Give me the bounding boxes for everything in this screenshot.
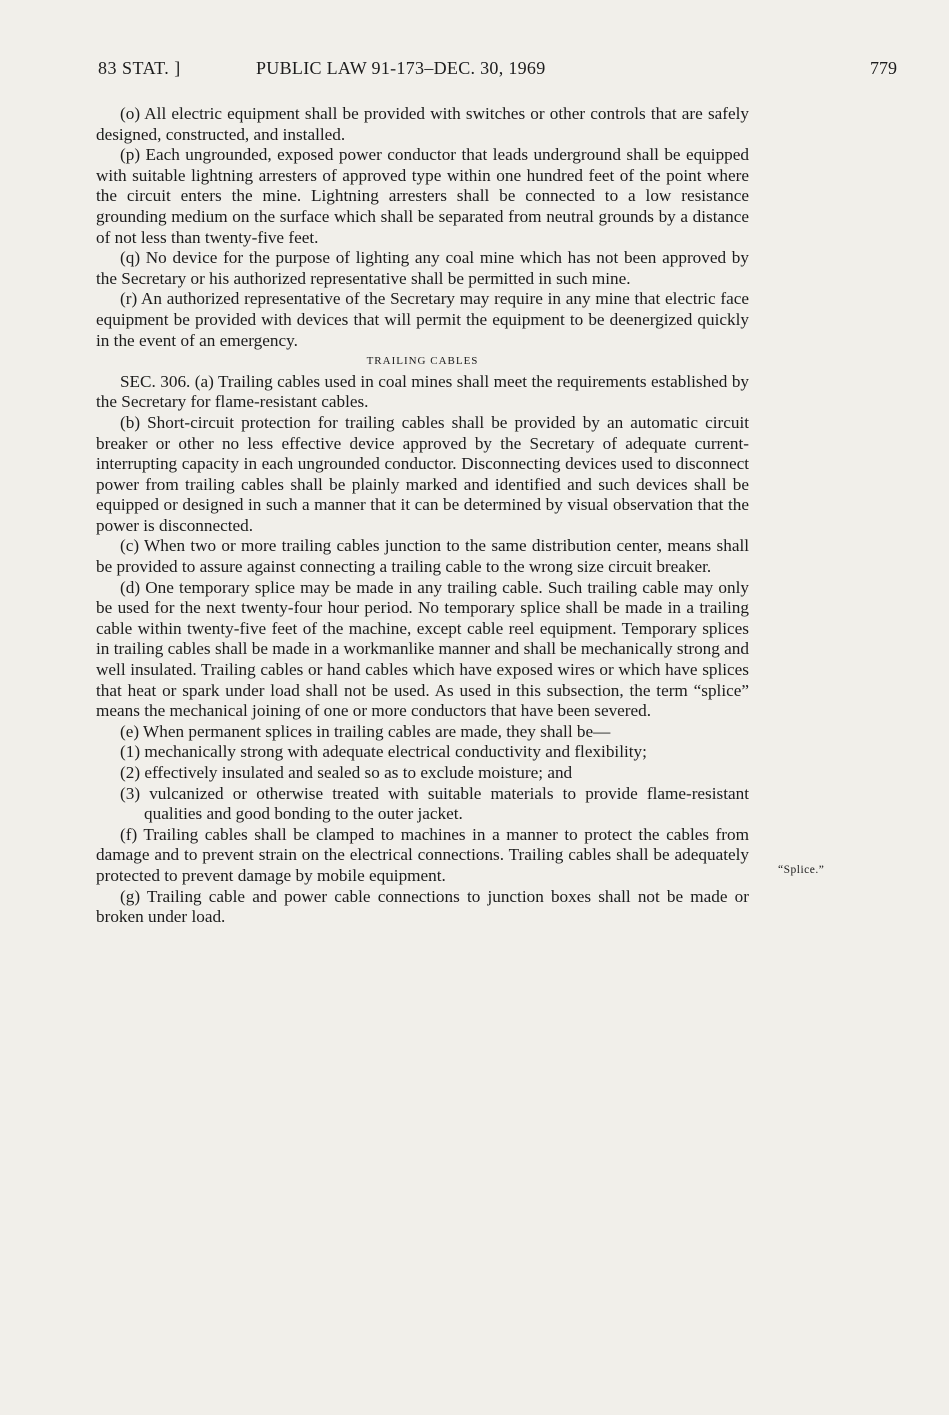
section-306-c: (c) When two or more trailing cables junction to the same distribution center, means shall be provided to assure against connecting a trailing cable to the wrong size circuit breaker.: [96, 536, 749, 577]
statute-reference: 83 STAT. ]: [98, 58, 181, 78]
margin-note-splice: “Splice.”: [778, 864, 825, 876]
section-heading: TRAILING CABLES: [366, 355, 479, 368]
paragraph-q: (q) No device for the purpose of lighting any coal mine which has not been approved by the Secretary or his authorized representative shall be permitted in such mine.: [96, 248, 749, 288]
section-306-a-text: 306. (a) Trailing cables used in coal mines shall meet the requirements established by the Secretary for flame-resistant cables.: [96, 371, 750, 412]
section-306-d: (d) One temporary splice may be made in any trailing cable. Such trailing cable may only be used for the next twenty-four hour period. No temporary splice shall be made in a trailing cable within twenty-five feet of the machine, except cable reel equipment. Temporary splices in trailing cables shall be made in a workmanlike manner and shall be mechanically strong and well insulated. Trailing cables or hand cables which have exposed wires or which have splices that heat or spark under load shall not be used. As used in this subsection, the term “splice” means the mechanical joining of one or more conductors that have been severed.: [96, 577, 749, 721]
page-body: [96, 104, 749, 928]
page-number: 779: [870, 58, 897, 78]
running-title: PUBLIC LAW 91-173–DEC. 30, 1969: [256, 58, 546, 78]
section-306-g: (g) Trailing cable and power cable connections to junction boxes shall not be made or broken under load.: [96, 886, 749, 927]
section-306-b: (b) Short-circuit protection for trailing cables shall be provided by an automatic circuit breaker or other no less effective device approved by the Secretary of adequate current-interrupting capacity in each ungrounded conductor. Disconnecting devices used to disconnect power from trailing cables shall be plainly marked and identified and such devices shall be equipped or designed in such a manner that it can be determined by visual observation that the power is disconnected.: [96, 412, 749, 535]
paragraph-p: (p) Each ungrounded, exposed power conductor that leads underground shall be equipped with suitable lightning arresters of approved type within one hundred feet of the point where the circuit enters the mine. Lightning arresters shall be connected to a low resistance grounding medium on the surface which shall be separated from neutral grounds by a distance of not less than twenty-five feet.: [96, 145, 749, 247]
page-header: [98, 58, 901, 84]
paragraph-o: (o) All electric equipment shall be provided with switches or other controls that are safely designed, constructed, and installed.: [96, 104, 749, 144]
section-306-e-2: (2) effectively insulated and sealed so as to exclude moisture; and: [120, 763, 573, 782]
section-306-f: (f) Trailing cables shall be clamped to machines in a manner to protect the cables from damage and to prevent strain on the electrical connections. Trailing cables shall be adequately protected to prevent damage by mobile equipment.: [96, 824, 749, 885]
section-label: SEC.: [120, 371, 156, 391]
section-306-a: [96, 372, 749, 413]
section-306-e-3: (3) vulcanized or otherwise treated with suitable materials to provide flame-resistant qualities and good bonding to the outer jacket.: [120, 783, 749, 824]
section-306-e: (e) When permanent splices in trailing cables are made, they shall be—: [120, 721, 611, 741]
paragraph-r: (r) An authorized representative of the Secretary may require in any mine that electric face equipment be provided with devices that will permit the equipment to be deenergized quickly in the event of an emergency.: [96, 289, 749, 350]
section-306-e-1: (1) mechanically strong with adequate electrical conductivity and flexibility;: [120, 742, 647, 762]
